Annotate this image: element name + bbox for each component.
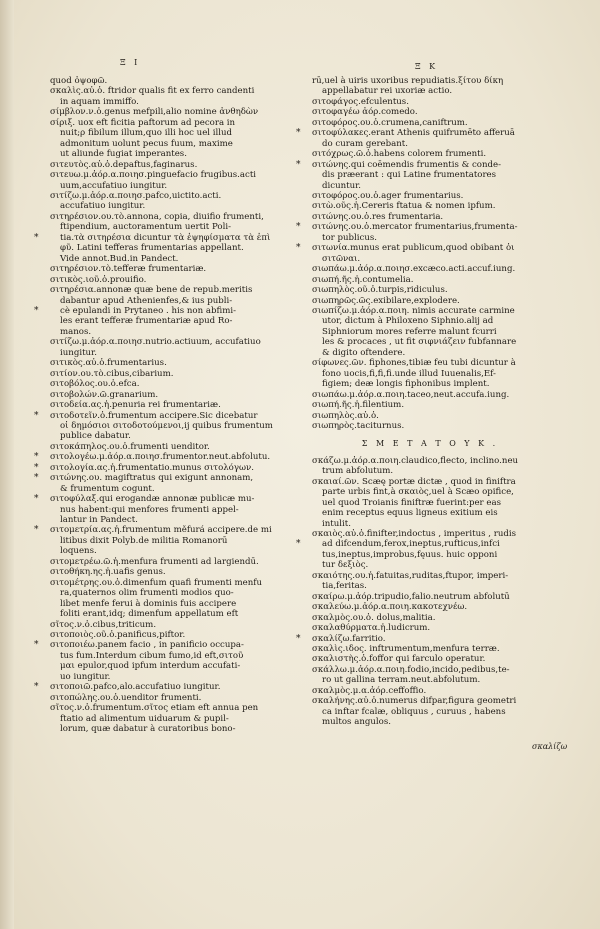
entry-text: tia,feritas. (322, 581, 367, 592)
dictionary-entry-line (50, 170, 282, 180)
dictionary-entry-line (312, 560, 548, 570)
asterisk-marker-icon: * (34, 525, 39, 536)
entry-text: σιτὼ.οῦς.ἡ.Cereris ftatua & nomen ipfum. (312, 201, 496, 212)
entry-text: dabantur apud Athenienfes,& ius publi- (60, 295, 233, 306)
entry-text: σκαιαί.ῶν. Scæę portæ dictæ , quod in finiftra (312, 476, 516, 487)
dictionary-entry-line (50, 609, 282, 619)
dictionary-entry-line (312, 602, 548, 612)
entry-text: σιτευω.μ.ἀόρ.α.ποιησ.pinguefacio frugibus.acti (50, 170, 257, 181)
asterisk-marker-icon: * (296, 539, 301, 550)
asterisk-marker-icon: * (34, 452, 39, 463)
entry-text: σῖτος.ν.ὁ.frumentum.σῖτος etiam eft annua pen (50, 703, 259, 714)
entry-text: σιτοφάγος.efculentus. (312, 96, 409, 107)
entry-text: σιτοδοτεῖν.ὁ.frumentum accipere.Sic dicebatur (50, 410, 258, 421)
dictionary-entry-line (312, 654, 548, 664)
dictionary-entry-line (50, 316, 282, 326)
dictionary-entry-line (50, 620, 282, 630)
entry-text: σιωπηρὸς.taciturnus. (312, 420, 405, 431)
dictionary-entry-line (312, 97, 548, 107)
entry-text: ut aliunde fugiat imperantes. (60, 149, 187, 160)
dictionary-entry-line (50, 431, 282, 441)
entry-text: tus,ineptus,improbus,fęuus. huic opponi (322, 549, 498, 560)
dictionary-entry-line (34, 232, 282, 243)
dictionary-entry-line (50, 222, 282, 232)
dictionary-entry-line (312, 254, 548, 264)
entry-text: utor, dictum à Philoxeno Siphnio.alij ad (322, 316, 494, 327)
dictionary-entry-line (312, 275, 548, 285)
entry-text: σιωπηρῶς.ῶς.exibilare,explodere. (312, 295, 460, 306)
dictionary-entry-line (312, 717, 548, 727)
dictionary-entry-line (50, 201, 282, 211)
dictionary-entry-line (50, 567, 282, 577)
entry-text: σιτοδεία.ας.ἡ.penuria rei frumentariæ. (50, 400, 221, 411)
asterisk-marker-icon: * (296, 633, 301, 644)
entry-text: σιωπηλὸς.αὐ.ὁ. (312, 410, 379, 421)
dictionary-entry-line (312, 191, 548, 201)
dictionary-entry-line (34, 305, 282, 316)
entry-text: σίριξ. uox eft ficitia paftorum ad pecora in (50, 117, 236, 128)
entry-text: σκάζω.μ.ἀόρ.α.ποιη.claudico,flecto, inclino.neu (312, 455, 519, 466)
entry-text: σῖτος.ν.ὁ.cibus,triticum. (50, 619, 157, 630)
dictionary-entry-line (312, 348, 548, 358)
dictionary-entry-line (50, 358, 282, 368)
entry-text: multos angulos. (322, 717, 391, 728)
entry-text: lorum, quæ dabatur à curatoribus bono- (60, 724, 236, 735)
dictionary-entry-line (34, 473, 282, 484)
asterisk-marker-icon: * (34, 410, 39, 421)
entry-text: enim receptus equus ligneus exitium eis (322, 508, 498, 519)
dictionary-entry-line (312, 675, 548, 685)
entry-text: σκαλὶς.αὐ.ὁ. ftridor qualis fit ex ferro candenti (50, 86, 255, 97)
entry-text: σίφωνες.ῶν. fiphones,tibiæ feu tubi dicuntur à (312, 358, 516, 369)
entry-text: σιωπή.ῆς.ἡ.filentium. (312, 400, 405, 411)
entry-text: σιτολογία.ας.ἡ.frumentatio.munus σιτολόγων. (50, 462, 254, 473)
right-column-header: Ξ K (415, 62, 439, 71)
entry-text: tor publicus. (322, 232, 377, 243)
entry-text: & frumentum cogunt. (60, 483, 155, 494)
dictionary-entry-line (50, 400, 282, 410)
entry-text: σιωπίζω.μ.ἀόρ.α.ποιη. nimis accurate carmine (312, 305, 515, 316)
entry-text: accufatiuo iungitur. (60, 201, 146, 212)
dictionary-entry-line (50, 484, 282, 494)
entry-text: σιτοφύλακες.erant Athenis quifrumēto afferuā (312, 128, 515, 139)
entry-text: σιτοποιὸς.οῦ.ὁ.panificus,piftor. (50, 630, 186, 641)
entry-text: σιτευτὸς.αὐ.ὁ.depaftus,faginarus. (50, 159, 198, 170)
dictionary-entry-line (312, 623, 548, 633)
dictionary-entry-line (312, 149, 548, 159)
asterisk-marker-icon: * (34, 494, 39, 505)
asterisk-marker-icon: * (34, 682, 39, 693)
dictionary-entry-line (50, 557, 282, 567)
entry-text: οἱ δημόσιοι σιτοδοτούμενοι,ij quibus frumentum (60, 420, 273, 431)
dictionary-entry-line (50, 107, 282, 117)
dictionary-entry-line (50, 327, 282, 337)
asterisk-marker-icon: * (296, 159, 301, 170)
dictionary-entry-line (312, 421, 548, 431)
asterisk-marker-icon: * (296, 128, 301, 139)
dictionary-entry-line (312, 686, 548, 696)
dictionary-entry-line (50, 505, 282, 515)
dictionary-entry-line (312, 707, 548, 717)
entry-text: σκαιότης.ου.ἡ.fatuitas,ruditas,ftupor, imperi- (312, 570, 509, 581)
entry-text: nus habent:qui menfores frumenti appel- (60, 504, 239, 515)
dictionary-entry-line (312, 466, 548, 476)
entry-text: σιτοποιέω.panem facio , in panificio occupa- (50, 640, 244, 651)
entry-text: Siphniorum mores referre malunt fcurri (322, 326, 497, 337)
entry-text: ro ut gallina terram.neut.abfolutum. (322, 675, 481, 686)
entry-text: intulit. (322, 518, 351, 529)
asterisk-marker-icon: * (34, 640, 39, 651)
entry-text: σιτώνης.ου.ὁ.mercator frumentarius,frumenta- (312, 222, 518, 233)
entry-text: parte urbis fint,à σκαιὸς,uel à Scæo opifice, (322, 487, 514, 498)
dictionary-entry-line (50, 348, 282, 358)
dictionary-entry-line (34, 410, 282, 421)
right-column (296, 76, 548, 728)
dictionary-entry-line (312, 327, 548, 337)
entry-text: σιτοθήκη.ης.ἡ.uafis genus. (50, 567, 166, 578)
entry-text: σιτίον.ου.τὸ.cibus,cibarium. (50, 368, 174, 379)
dictionary-entry-line (50, 630, 282, 640)
dictionary-entry-line (312, 379, 548, 389)
dictionary-entry-line (50, 275, 282, 285)
entry-text: σκαλὶς.ιδος. inftrumentum,menfura terræ. (312, 644, 500, 655)
entry-text: σιτώνης.qui coēmendis frumentis & conde- (312, 159, 501, 170)
dictionary-entry-line (312, 592, 548, 602)
dictionary-entry-line (34, 682, 282, 693)
left-column-header: Ξ I (120, 58, 141, 67)
entry-text: σιτίζω.μ.ἀόρ.α.ποιησ.pafco,uictito.acti. (50, 190, 222, 201)
entry-text: & digito oftendere. (322, 347, 406, 358)
entry-text: tur δεξιὸς. (322, 560, 369, 571)
entry-text: σκαλεύω.μ.ἀόρ.α.ποιη.κακοτεχνέω. (312, 602, 468, 613)
dictionary-entry-line (50, 243, 282, 253)
entry-text: σκαιὸς.αὐ.ὁ.finifter,indoctus , imperitus , rudis (312, 529, 517, 540)
dictionary-entry-line (50, 191, 282, 201)
left-column (34, 76, 282, 735)
entry-text: dicuntur. (322, 180, 362, 191)
dictionary-entry-line (312, 86, 548, 96)
entry-text: uum,accufatiuo iungitur. (60, 180, 168, 191)
dictionary-entry-line (34, 640, 282, 651)
entry-text: σιωπάω.μ.ἀόρ.α.ποιη.taceo,neut.accufa.iung. (312, 389, 510, 400)
dictionary-entry-line (50, 588, 282, 598)
entry-text: σιτωνία.munus erat publicum,quod obibant ὁι (312, 243, 515, 254)
dictionary-entry-line (50, 672, 282, 682)
entry-text: manos. (60, 326, 92, 337)
entry-text: libet menfe ferui à dominis fuis accipere (60, 598, 237, 609)
entry-text: σιτοποιῶ.pafco,alo.accufatiuo iungitur. (50, 682, 221, 693)
entry-text: σιτηρέσιον.τὸ.tefferæ frumentariæ. (50, 264, 207, 275)
dictionary-entry-line (312, 170, 548, 180)
dictionary-entry-line (312, 477, 548, 487)
entry-text: σιτοφόρος.ου.ὁ.crumena,caniftrum. (312, 117, 468, 128)
entry-text: iungitur. (60, 347, 97, 358)
entry-text: dis præerant : qui Latine frumentatores (322, 170, 497, 181)
dictionary-entry-line (312, 118, 548, 128)
entry-text: σιτίζω.μ.ἀόρ.α.ποιησ.nutrio.actiuum, accufatiuo (50, 337, 261, 348)
entry-text: ra,quaternos olim frumenti modios quo- (60, 588, 234, 599)
dictionary-entry-line (312, 411, 548, 421)
dictionary-entry-line (50, 254, 282, 264)
entry-text: σιτοφύλαξ.qui erogandæ annonæ publicæ mu- (50, 494, 255, 505)
dictionary-entry-line (50, 693, 282, 703)
dictionary-entry-line (312, 369, 548, 379)
dictionary-entry-line (296, 243, 548, 254)
entry-text: σιτώνης.ου. magiftratus qui exigunt annonam, (50, 473, 254, 484)
entry-text: σκαλιστὴς.ὁ.foffor qui farculo operatur. (312, 654, 486, 665)
entry-text: in aquam immiffo. (60, 96, 139, 107)
entry-text: σκαλμὸς.ου.ὁ. dolus,malitia. (312, 612, 436, 623)
dictionary-entry-line (296, 633, 548, 644)
dictionary-entry-line (312, 613, 548, 623)
dictionary-entry-line (50, 86, 282, 96)
dictionary-entry-line (312, 212, 548, 222)
dictionary-entry-line (50, 599, 282, 609)
dictionary-entry-line (296, 539, 548, 550)
asterisk-marker-icon: * (34, 473, 39, 484)
dictionary-entry-line (312, 358, 548, 368)
dictionary-entry-line (312, 498, 548, 508)
dictionary-entry-line (296, 128, 548, 139)
entry-text: σιτομετρέω.ῶ.ἡ.menfura frumenti ad largiendū. (50, 556, 259, 567)
right-column-bottom-entries (296, 455, 548, 728)
dictionary-entry-line (50, 703, 282, 713)
dictionary-entry-line (312, 296, 548, 306)
dictionary-entry-line (312, 571, 548, 581)
entry-text: σιτοφαγέω ἀόρ.comedo. (312, 107, 418, 118)
dictionary-entry-line (50, 139, 282, 149)
entry-text: σιτόχρως.ῶ.ὁ.habens colorem frumenti. (312, 149, 487, 160)
dictionary-entry-line (50, 76, 282, 86)
entry-text: foliti erant,idq; dimenfum appellatum eft (60, 609, 239, 620)
entry-text: σιτοπώλης.ου.ὁ.uenditor frumenti. (50, 692, 202, 703)
entry-text: σκαλήνης.αὐ.ὁ.numerus difpar,figura geometri (312, 696, 517, 707)
entry-text: σιτικὸς.αὐ.ὁ.frumentarius. (50, 358, 167, 369)
entry-text: σκαίρω.μ.ἀόρ.tripudio,falio.neutrum abfolutū (312, 591, 510, 602)
dictionary-entry-line (312, 76, 548, 86)
dictionary-entry-line (312, 285, 548, 295)
dictionary-entry-line (50, 724, 282, 734)
entry-text: les & procaces , ut fit σιφνιάζειν fubfannare (322, 337, 517, 348)
entry-text: σιτώνης.ου.ὁ.res frumentaria. (312, 211, 444, 222)
dictionary-entry-line (312, 487, 548, 497)
entry-text: σκαλίζω.farritio. (312, 633, 386, 644)
dictionary-entry-line (34, 525, 282, 536)
entry-text: lantur in Pandect. (60, 515, 138, 526)
entry-text: σιωπηλὸς.οῦ.ὁ.turpis,ridiculus. (312, 285, 448, 296)
entry-text: σιτοκάπηλος.ου.ὁ.frumenti uenditor. (50, 441, 210, 452)
dictionary-entry-line (50, 181, 282, 191)
entry-text: σιτηρέσιον.ου.τὸ.annona, copia, diuifio frumenti, (50, 211, 264, 222)
entry-text: uel quod Troianis finiftræ fuerint:per eas (322, 497, 502, 508)
dictionary-entry-line (312, 529, 548, 539)
dictionary-entry-line (312, 201, 548, 211)
entry-text: σίμβλον.ν.ὁ.genus mefpili,alio nomine ἀνθηδὼν (50, 107, 259, 118)
entry-text: litibus dixit Polyb.de militia Romanorū (60, 535, 228, 546)
dictionary-entry-line (312, 107, 548, 117)
dictionary-entry-line (312, 337, 548, 347)
entry-text: ad difcendum,ferox,ineptus,rufticus,infci (322, 539, 500, 550)
dictionary-entry-line (312, 233, 548, 243)
dictionary-entry-line (312, 264, 548, 274)
entry-text: σιωπή.ῆς.ἡ.contumelia. (312, 274, 414, 285)
dictionary-entry-line (50, 97, 282, 107)
dictionary-entry-line (34, 494, 282, 505)
entry-text: σιτολογέω.μ.ἀόρ.α.ποιησ.frumentor.neut.abfolutu. (50, 452, 271, 463)
entry-text: do curam gerebant. (322, 138, 408, 149)
dictionary-entry-line (50, 536, 282, 546)
dictionary-entry-line (50, 264, 282, 274)
asterisk-marker-icon: * (34, 462, 39, 473)
dictionary-entry-line (50, 714, 282, 724)
entry-text: tia.τὰ σιτηρέσια dicuntur τὰ ἐψηφίσματα τὰ ἐπὶ (60, 232, 271, 243)
entry-text: μαι epulor,quod ipfum interdum accufati- (60, 661, 241, 672)
asterisk-marker-icon: * (296, 243, 301, 254)
dictionary-entry-line (50, 442, 282, 452)
dictionary-entry-line (312, 181, 548, 191)
dictionary-entry-line (50, 296, 282, 306)
dictionary-entry-line (50, 285, 282, 295)
dictionary-entry-line (50, 515, 282, 525)
entry-text: σιτοβολών.ῶ.granarium. (50, 389, 159, 400)
dictionary-entry-line (296, 159, 548, 170)
dictionary-entry-line (312, 581, 548, 591)
entry-text: les erant tefferæ frumentariæ apud Ro- (60, 316, 233, 327)
entry-text: cè epulandi in Prytaneo . his non abfimi- (60, 305, 237, 316)
dictionary-entry-line (50, 128, 282, 138)
entry-text: φῦ. Latini tefferas frumentarias appellant. (60, 243, 244, 254)
asterisk-marker-icon: * (296, 222, 301, 233)
dictionary-entry-line (50, 390, 282, 400)
dictionary-entry-line (312, 550, 548, 560)
dictionary-entry-line (50, 651, 282, 661)
dictionary-entry-line (312, 390, 548, 400)
asterisk-marker-icon: * (34, 305, 39, 316)
entry-text: quod ὀψοφῶ. (50, 76, 108, 86)
dictionary-entry-line (50, 546, 282, 556)
entry-text: σιτοβόλος.ου.ὁ.efca. (50, 379, 140, 390)
entry-text: σκάλλω.μ.ἀόρ.α.ποιη.fodio,incido,pedibus,te- (312, 664, 510, 675)
entry-text: ftatio ad alimentum uiduarum & pupil- (60, 713, 229, 724)
entry-text: Vide annot.Bud.in Pandect. (60, 253, 179, 264)
dictionary-entry-line (312, 456, 548, 466)
dictionary-entry-line (50, 118, 282, 128)
entry-text: loquens. (60, 546, 97, 557)
entry-text: figiem; deæ longis fiphonibus implent. (322, 379, 490, 390)
dictionary-entry-line (312, 665, 548, 675)
dictionary-entry-line (312, 316, 548, 326)
dictionary-entry-line (50, 212, 282, 222)
dictionary-entry-line (312, 696, 548, 706)
entry-text: σιτομετρία.ας.ἡ.frumentum měfurá accipere.de mi (50, 525, 272, 536)
dictionary-entry-line (312, 400, 548, 410)
section-heading: Σ Μ Ε Τ Α Τ Ο Υ Κ . (361, 439, 499, 449)
dictionary-entry-line (296, 222, 548, 233)
entry-text: σκαλμὸς.μ.α.ἀόρ.ceffoffio. (312, 685, 427, 696)
dictionary-entry-line (312, 519, 548, 529)
entry-text: rū,uel à uiris uxoribus repudiatis.ξίτου δίκη (312, 76, 504, 86)
entry-text: σιτῶναι. (322, 253, 361, 264)
entry-text: uo iungitur. (60, 671, 111, 682)
dictionary-entry-line (50, 160, 282, 170)
catchword: σκαλίζω (532, 742, 568, 751)
entry-text: nuit;ρ fibilum illum,quo illi hoc uel illud (60, 128, 233, 139)
dictionary-entry-line (34, 462, 282, 473)
dictionary-entry-line (312, 644, 548, 654)
dictionary-entry-line (312, 139, 548, 149)
entry-text: σκαλαθύρματα.ἡ.ludicrum. (312, 623, 431, 634)
entry-text: ca inftar fcalæ, obliquus , curuus , habens (322, 706, 506, 717)
entry-text: trum abfolutum. (322, 466, 394, 477)
dictionary-entry-line (50, 337, 282, 347)
entry-text: σιτηρέσια.annonæ quæ bene de repub.meritis (50, 285, 253, 296)
dictionary-entry-line (50, 421, 282, 431)
dictionary-entry-line (50, 369, 282, 379)
dictionary-entry-line (312, 306, 548, 316)
right-column-top-entries (296, 76, 548, 431)
dictionary-entry-line (50, 578, 282, 588)
entry-text: admonitum uolunt pecus fuum, maxime (60, 138, 233, 149)
dictionary-entry-line (312, 508, 548, 518)
entry-text: tus fum.Interdum cibum fumo,id eft,σιτοῦ (60, 650, 244, 661)
dictionary-entry-line (34, 452, 282, 463)
entry-text: fono uocis,fi,fi,fi.unde illud Iuuenalis,Ef- (322, 368, 496, 379)
entry-text: ftipendium, auctoramentum uertit Poli- (60, 222, 231, 233)
entry-text: σιτομέτρης.ου.ὁ.dimenfum quafi frumenti menfu (50, 577, 262, 588)
entry-text: σιωπάω.μ.ἀόρ.α.ποιησ.excæco.acti.accuf.iung. (312, 264, 516, 275)
entry-text: publice dabatur. (60, 431, 131, 442)
entry-text: σιτικὸς.ιοῦ.ὁ.prouifio. (50, 274, 147, 285)
dictionary-entry-line (50, 379, 282, 389)
entry-text: σιτοφόρος.ου.ὁ.ager frumentarius. (312, 190, 464, 201)
asterisk-marker-icon: * (34, 232, 39, 243)
dictionary-entry-line (50, 149, 282, 159)
dictionary-entry-line (50, 661, 282, 671)
entry-text: appellabatur rei uxoriæ actio. (322, 86, 453, 97)
page-gutter-shadow (0, 0, 14, 929)
